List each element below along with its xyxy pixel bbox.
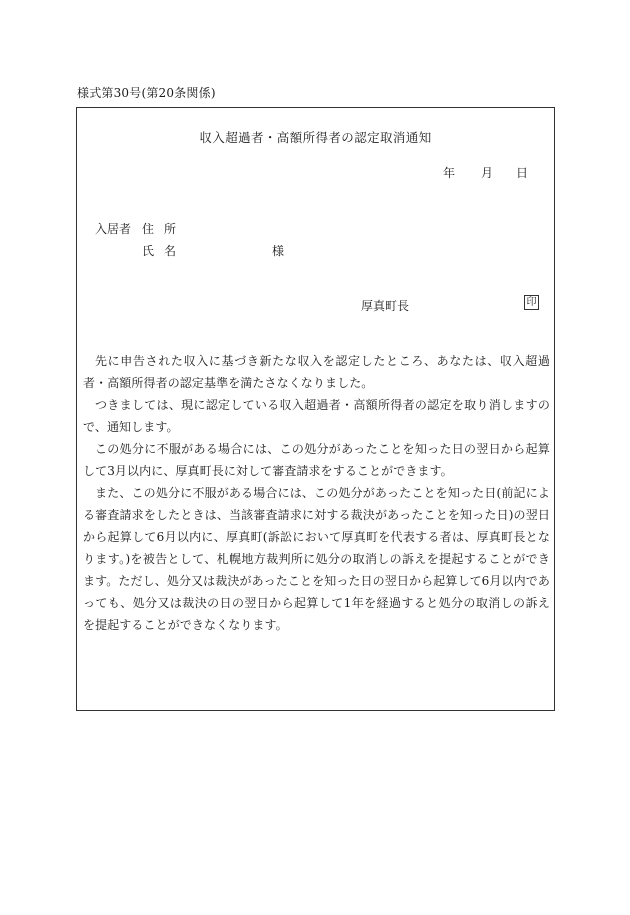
document-title: 収入超過者・高額所得者の認定取消通知 <box>199 130 432 145</box>
resident-label: 入居者 <box>95 222 132 236</box>
notice-body <box>83 350 550 636</box>
address-label: 住所 <box>142 222 187 236</box>
honorific-label: 様 <box>272 244 285 258</box>
date-month-label: 月 <box>481 166 494 180</box>
notice-frame <box>76 107 555 711</box>
form-number: 様式第30号(第20条関係) <box>77 86 216 100</box>
issuer-title: 厚真町長 <box>361 299 410 313</box>
body-paragraph: 先に申告された収入に基づき新たな収入を認定したところ、あなたは、収入超過者・高額所得者の認定基準を満たさなくなりました。 <box>83 354 550 390</box>
seal-stamp: 印 <box>524 295 539 310</box>
body-paragraph: この処分に不服がある場合には、この処分があったことを知った日の翌日から起算して3月以内に、厚真町長に対して審査請求をすることができます。 <box>83 442 550 478</box>
date-year-label: 年 <box>443 166 456 180</box>
body-paragraph: つきましては、現に認定している収入超過者・高額所得者の認定を取り消しますので、通知します。 <box>83 398 550 434</box>
date-day-label: 日 <box>516 166 529 180</box>
body-paragraph: また、この処分に不服がある場合には、この処分があったことを知った日(前記による審査請求をしたときは、当該審査請求に対する裁決があったことを知った日)の翌日から起算して6月以内に、厚真町(訴訟において厚真町を代表する者は、厚真町長となります。)を被告として、札幌地方裁判所に処分の取消しの訴えを提起することができます。ただし、処分又は裁決があったことを知った日の翌日から起算して6月以内であっても、処分又は裁決の日の翌日から起算して1年を経過すると処分の取消しの訴えを提起することができなくなります。 <box>83 486 550 632</box>
name-label: 氏名 <box>142 244 187 258</box>
